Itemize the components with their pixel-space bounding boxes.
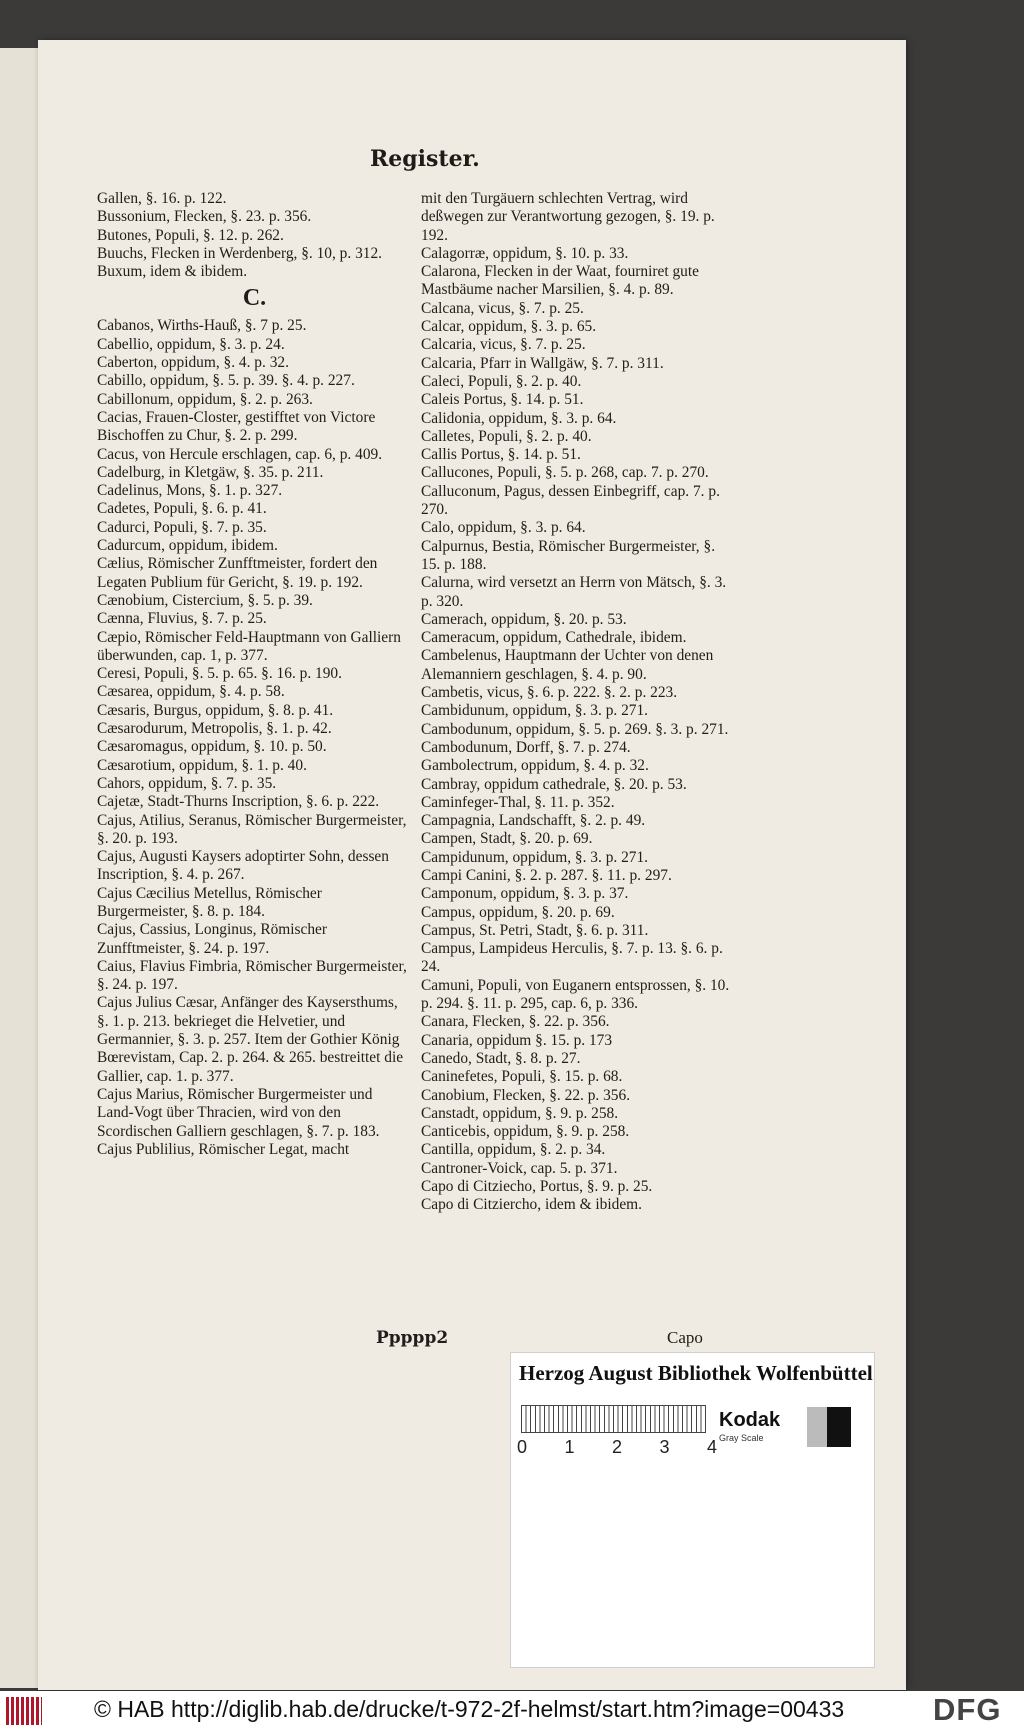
index-entry: Callis Portus, §. 14. p. 51. <box>421 446 581 464</box>
index-entry: Gambolectrum, oppidum, §. 4. p. 32. <box>421 757 649 775</box>
index-entry: Cajus Cæcilius Metellus, Römischer Burgermeister, §. 8. p. 184. <box>97 884 322 920</box>
index-entry: Cæsarodurum, Metropolis, §. 1. p. 42. <box>97 720 332 738</box>
index-entry: Cajus Publilius, Römischer Legat, macht <box>97 1140 350 1158</box>
index-entry: Cabillo, oppidum, §. 5. p. 39. §. 4. p. 227. <box>97 372 355 390</box>
scale-number: 1 <box>564 1437 575 1457</box>
footer-citation[interactable]: © HAB http://diglib.hab.de/drucke/t-972-2f-helmst/start.htm?image=00433 <box>94 1696 845 1722</box>
index-entry: Cambray, oppidum cathedrale, §. 20. p. 53. <box>421 775 687 793</box>
index-entry: Cabellio, oppidum, §. 3. p. 24. <box>97 335 285 353</box>
index-entry: Cambodunum, oppidum, §. 5. p. 269. §. 3. p. 271. <box>421 720 729 738</box>
index-entry: Ceresi, Populi, §. 5. p. 65. §. 16. p. 190. <box>97 665 342 683</box>
color-card <box>511 1353 872 1667</box>
gray-scale-label: Gray Scale <box>719 1433 764 1443</box>
index-entry: Campus, St. Petri, Stadt, §. 6. p. 311. <box>421 921 649 939</box>
index-entry: Cajus, Augusti Kaysers adoptirter Sohn, dessen Inscription, §. 4. p. 267. <box>97 848 389 884</box>
index-entry: mit den Turgäuern schlechten Vertrag, wird deßwegen zur Verantwortung gezogen, §. 19. p. 192. <box>421 190 715 244</box>
catchword: Capo <box>667 1328 703 1347</box>
index-entry: Campagnia, Landschafft, §. 2. p. 49. <box>421 812 646 830</box>
index-entry: Caninefetes, Populi, §. 15. p. 68. <box>421 1068 623 1086</box>
left-entries-before-letter <box>97 190 412 281</box>
page-title: Register. <box>370 146 480 172</box>
hab-logo-icon <box>6 1697 42 1725</box>
index-entry: Canobium, Flecken, §. 22. p. 356. <box>421 1086 631 1104</box>
left-entries <box>97 317 412 1159</box>
index-entry: Cacias, Frauen-Closter, gestifftet von Victore Bischoffen zu Chur, §. 2. p. 299. <box>97 408 376 445</box>
index-entry: Campus, oppidum, §. 20. p. 69. <box>421 903 615 921</box>
right-entries <box>421 190 731 1215</box>
index-entry: Cælius, Römischer Zunfftmeister, fordert den Legaten Publium für Gericht, §. 19. p. 192. <box>97 555 378 591</box>
index-entry: Calletes, Populi, §. 2. p. 40. <box>421 427 592 445</box>
index-entry: Capo di Citziercho, idem & ibidem. <box>421 1196 642 1214</box>
index-entry: Cænna, Fluvius, §. 7. p. 25. <box>97 610 267 628</box>
index-entry: Buuchs, Flecken in Werdenberg, §. 10, p. 312. <box>97 244 383 262</box>
index-entry: Cambodunum, Dorff, §. 7. p. 274. <box>421 738 631 756</box>
index-entry: Cæsaris, Burgus, oppidum, §. 8. p. 41. <box>97 701 334 719</box>
index-entry: Campi Canini, §. 2. p. 287. §. 11. p. 297. <box>421 866 672 884</box>
scale-ruler-numbers <box>517 1437 717 1458</box>
index-entry: Canstadt, oppidum, §. 9. p. 258. <box>421 1104 619 1122</box>
index-entry: Campen, Stadt, §. 20. p. 69. <box>421 830 593 848</box>
index-entry: Cæsaromagus, oppidum, §. 10. p. 50. <box>97 738 327 756</box>
footer-bar <box>0 1691 1024 1730</box>
right-column <box>421 190 731 1215</box>
index-entry: Cambetis, vicus, §. 6. p. 222. §. 2. p. 223. <box>421 684 678 702</box>
scale-number: 3 <box>659 1437 670 1457</box>
scale-number: 4 <box>706 1437 717 1457</box>
index-entry: Caminfeger-Thal, §. 11. p. 352. <box>421 793 615 811</box>
index-entry: Caleci, Populi, §. 2. p. 40. <box>421 372 582 390</box>
dfg-logo: DFG <box>933 1692 1002 1727</box>
index-entry: Cæsarea, oppidum, §. 4. p. 58. <box>97 683 285 701</box>
signature-mark: Ppppp2 <box>376 1328 449 1348</box>
index-entry: Calluconum, Pagus, dessen Einbegriff, cap. 7. p. 270. <box>421 482 720 519</box>
index-entry: Campus, Lampideus Herculis, §. 7. p. 13. §. 6. p. 24. <box>421 940 723 976</box>
index-entry: Calo, oppidum, §. 3. p. 64. <box>421 519 586 537</box>
index-entry: Cabillonum, oppidum, §. 2. p. 263. <box>97 390 313 408</box>
index-entry: Campidunum, oppidum, §. 3. p. 271. <box>421 848 649 866</box>
previous-page-edge <box>0 48 40 1688</box>
index-entry: Cadelinus, Mons, §. 1. p. 327. <box>97 482 283 500</box>
index-entry: Cambelenus, Hauptmann der Uchter von denen Alemanniern geschlagen, §. 4. p. 90. <box>421 647 714 683</box>
section-letter: C. <box>242 285 267 312</box>
index-entry: Buxum, idem & ibidem. <box>97 263 248 281</box>
index-entry: Calcaria, Pfarr in Wallgäw, §. 7. p. 311. <box>421 354 664 372</box>
index-entry: Cajus Marius, Römischer Burgermeister und Land-Vogt über Thracien, wird von den Scordischen Galliern geschlagen, §. 7. p. 183. <box>97 1085 380 1140</box>
index-entry: Callucones, Populi, §. 5. p. 268, cap. 7. p. 270. <box>421 464 709 482</box>
index-entry: Cahors, oppidum, §. 7. p. 35. <box>97 774 277 792</box>
index-entry: Cacus, von Hercule erschlagen, cap. 6, p. 409. <box>97 445 383 463</box>
index-entry: Calcaria, vicus, §. 7. p. 25. <box>421 336 586 354</box>
scale-number: 2 <box>611 1437 622 1457</box>
index-entry: Cabanos, Wirths-Hauß, §. 7 p. 25. <box>97 317 307 335</box>
index-entry: Cameracum, oppidum, Cathedrale, ibidem. <box>421 629 687 647</box>
index-entry: Canticebis, oppidum, §. 9. p. 258. <box>421 1123 630 1141</box>
index-entry: Cajus, Cassius, Longinus, Römischer Zunfftmeister, §. 24. p. 197. <box>97 921 328 957</box>
scale-ruler <box>521 1405 706 1433</box>
index-entry: Capo di Citziecho, Portus, §. 9. p. 25. <box>421 1178 653 1196</box>
index-entry: Cadurcum, oppidum, ibidem. <box>97 537 278 555</box>
index-entry: Canaria, oppidum §. 15. p. 173 <box>421 1031 613 1049</box>
kodak-brand: Kodak <box>719 1409 781 1431</box>
index-entry: Cæpio, Römischer Feld-Hauptmann von Galliern überwunden, cap. 1, p. 377. <box>97 628 401 664</box>
index-entry: Calpurnus, Bestia, Römischer Burgermeister, §. 15. p. 188. <box>421 537 716 573</box>
index-entry: Canara, Flecken, §. 22. p. 356. <box>421 1013 610 1031</box>
index-entry: Cambidunum, oppidum, §. 3. p. 271. <box>421 702 649 720</box>
index-entry: Calagorræ, oppidum, §. 10. p. 33. <box>421 244 629 262</box>
index-entry: Cajus Julius Cæsar, Anfänger des Kaysersthums, §. 1. p. 213. bekrieget die Helvetier, und Germannier, §. 3. p. 257. Item der Gothier König Bœrevistam, Cap. 2. p. 264. & 265. bestreittet die Gallier, cap. 1. p. 377. <box>97 994 404 1085</box>
index-entry: Gallen, §. 16. p. 122. <box>97 190 227 207</box>
index-entry: Cænobium, Cistercium, §. 5. p. 39. <box>97 591 313 609</box>
index-entry: Calidonia, oppidum, §. 3. p. 64. <box>421 409 617 427</box>
index-entry: Cantilla, oppidum, §. 2. p. 34. <box>421 1141 606 1159</box>
index-entry: Calarona, Flecken in der Waat, fourniret gute Mastbäume nacher Marsilien, §. 4. p. 89. <box>421 263 699 299</box>
index-entry: Caius, Flavius Fimbria, Römischer Burgermeister, §. 24. p. 197. <box>97 957 407 994</box>
index-entry: Cajetæ, Stadt-Thurns Inscription, §. 6. p. 222. <box>97 793 380 811</box>
index-entry: Camponum, oppidum, §. 3. p. 37. <box>421 885 629 903</box>
index-entry: Bussonium, Flecken, §. 23. p. 356. <box>97 208 312 226</box>
index-entry: Cantroner-Voick, cap. 5. p. 371. <box>421 1159 618 1177</box>
index-entry: Cadelburg, in Kletgäw, §. 35. p. 211. <box>97 463 324 481</box>
index-entry: Calcana, vicus, §. 7. p. 25. <box>421 299 584 317</box>
index-entry: Calurna, wird versetzt an Herrn von Mätsch, §. 3. p. 320. <box>421 574 727 610</box>
index-entry: Canedo, Stadt, §. 8. p. 27. <box>421 1049 581 1067</box>
index-entry: Camerach, oppidum, §. 20. p. 53. <box>421 610 627 628</box>
scale-number: 0 <box>517 1437 528 1457</box>
gray-swatch <box>807 1407 851 1447</box>
color-card-title: Herzog August Bibliothek Wolfenbüttel <box>519 1361 873 1385</box>
index-entry: Cæsarotium, oppidum, §. 1. p. 40. <box>97 756 307 774</box>
index-entry: Butones, Populi, §. 12. p. 262. <box>97 226 284 244</box>
index-entry: Camuni, Populi, von Euganern entsprossen, §. 10. p. 294. §. 11. p. 295, cap. 6, p. 336. <box>421 976 730 1013</box>
index-entry: Cadurci, Populi, §. 7. p. 35. <box>97 518 267 536</box>
left-column <box>97 190 412 1159</box>
index-entry: Calcar, oppidum, §. 3. p. 65. <box>421 318 597 336</box>
index-entry: Caberton, oppidum, §. 4. p. 32. <box>97 354 289 372</box>
index-entry: Caleis Portus, §. 14. p. 51. <box>421 391 584 409</box>
index-entry: Cajus, Atilius, Seranus, Römischer Burgermeister, §. 20. p. 193. <box>97 811 407 847</box>
index-entry: Cadetes, Populi, §. 6. p. 41. <box>97 500 267 518</box>
